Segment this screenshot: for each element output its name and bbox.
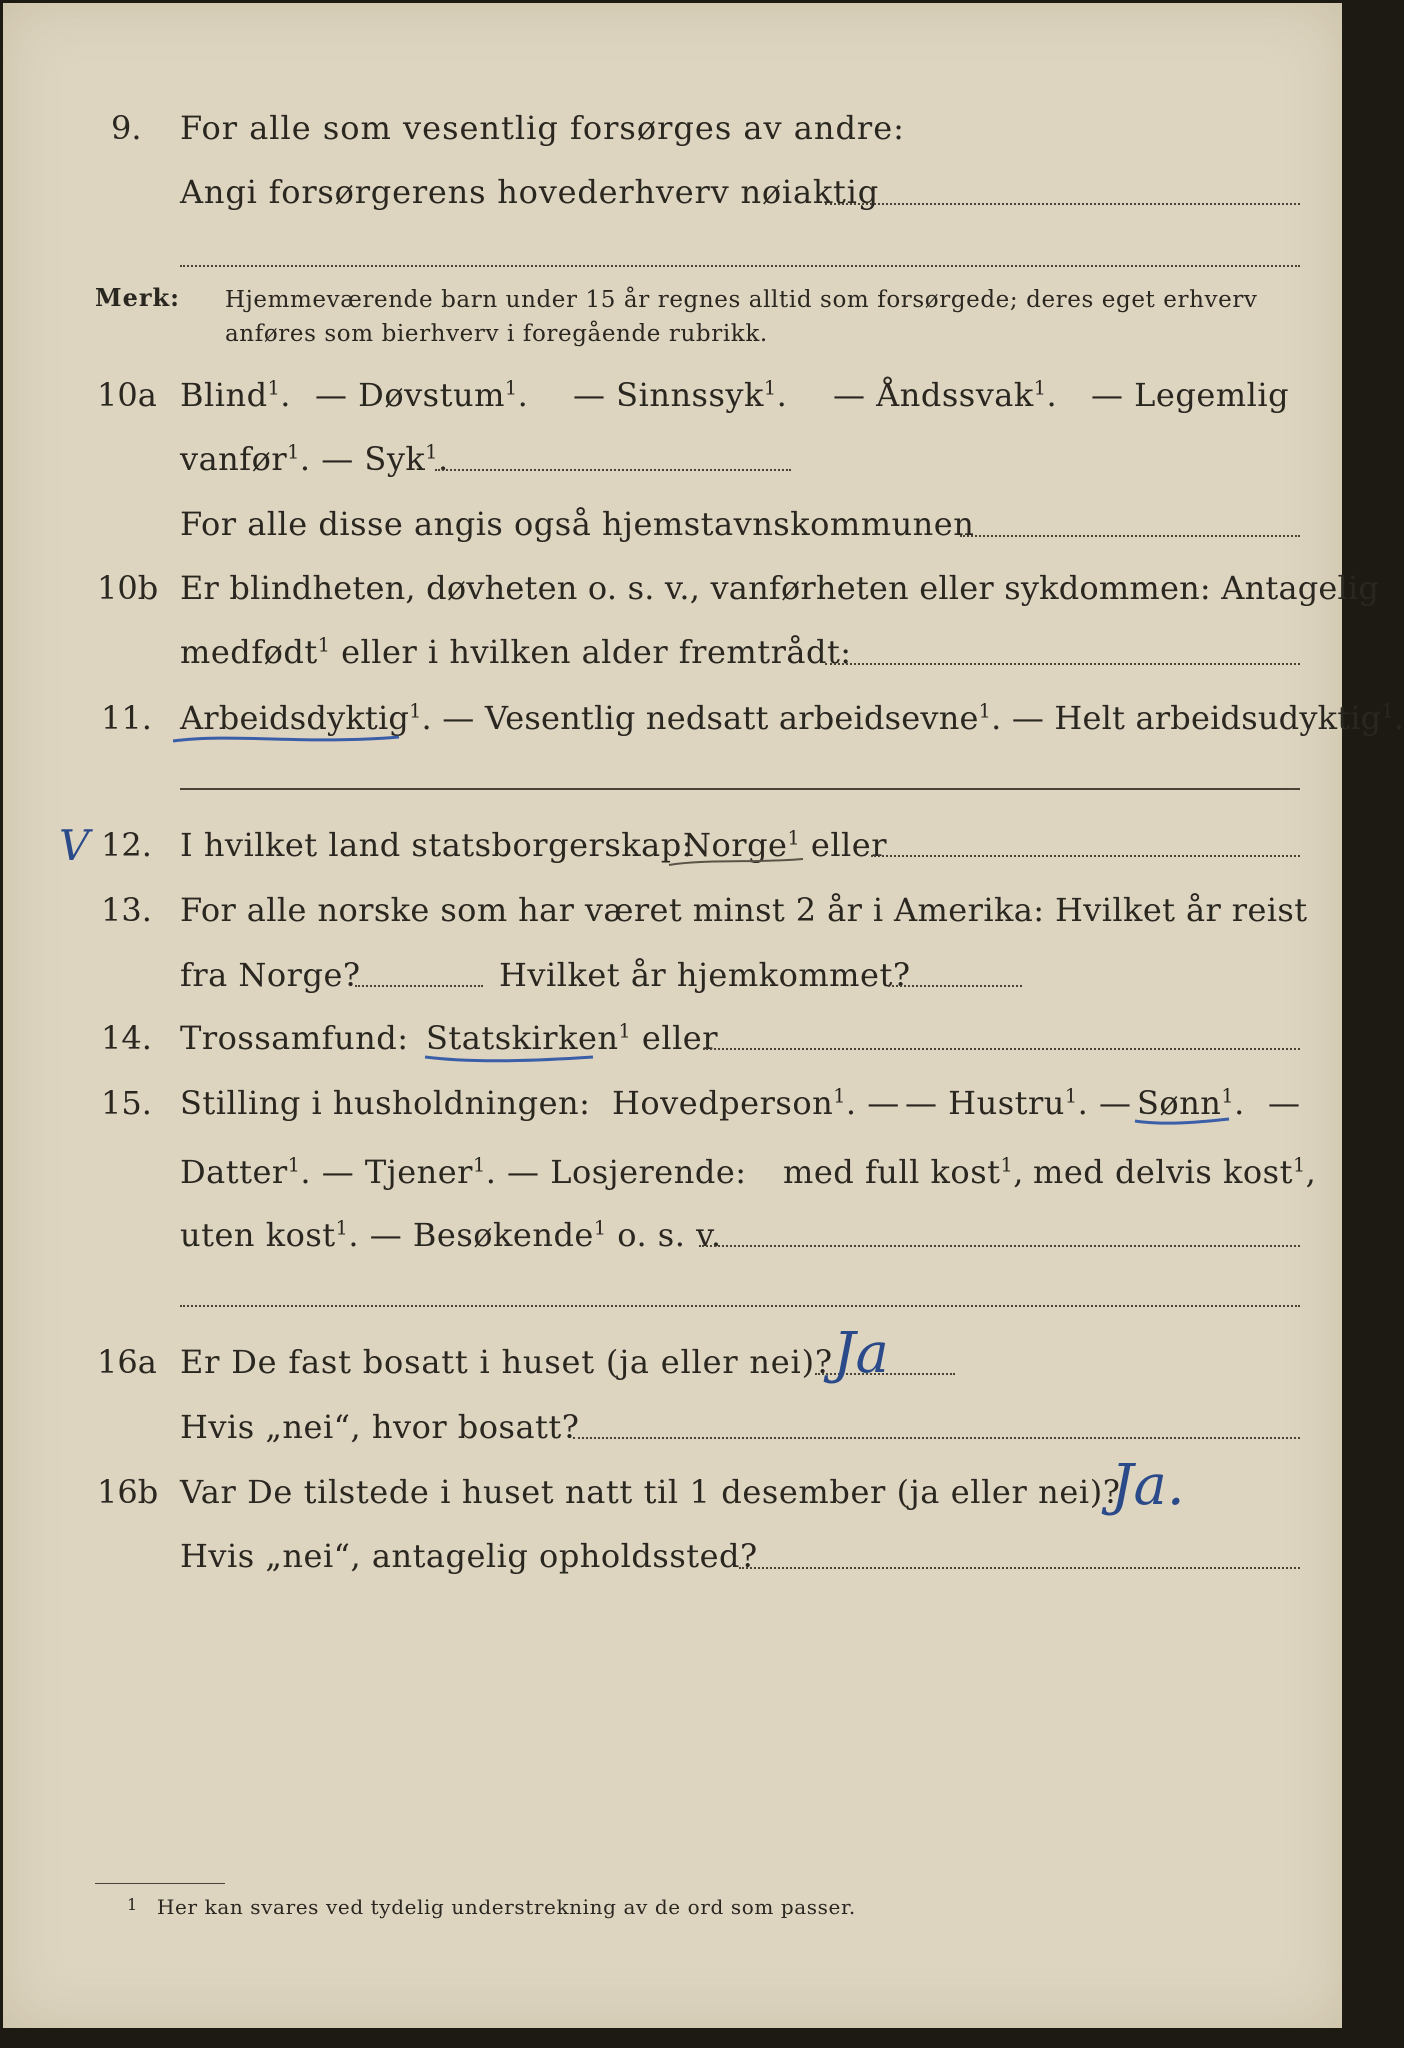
q15-label: Stilling i husholdningen: [180,1084,591,1122]
q12-number: 12. [101,826,152,864]
q10b-number: 10b [97,569,159,607]
q10a-sinnssyk: — Sinnssyk$^1$. [573,376,788,414]
q15-uten-kost: uten kost$^1$. — Besøkende$^1$ o. s. v. [180,1216,722,1254]
census-form-page [3,3,1404,2028]
footnote-rule [95,1883,225,1884]
q12-answer-line [871,855,1300,857]
q15-delvis-kost: med delvis kost$^1$, [1033,1153,1317,1191]
q16b-number: 16b [97,1473,159,1511]
q16b-handwritten-answer: Ja. [1111,1453,1185,1518]
q10a-blind: Blind$^1$. [180,376,291,414]
q15-answer-line-2 [180,1305,1300,1307]
q14-number: 14. [101,1019,152,1057]
q16b-line1: Var De tilstede i huset natt til 1 desember (ja eller nei)? [180,1473,1121,1511]
q11-handwritten-underline [171,729,401,753]
q10b-line1: Er blindheten, døvheten o. s. v., vanførheten eller sykdommen: Antagelig [180,569,1380,607]
q14-answer-line [703,1048,1300,1050]
q10b-line2: medfødt$^1$ eller i hvilken alder fremtrådt: [180,633,852,671]
q16a-line1: Er De fast bosatt i huset (ja eller nei)? [180,1343,833,1381]
q10a-andssvak: — Åndssvak$^1$. [833,376,1058,414]
q16b-line2: Hvis „nei“, antagelig opholdssted? [180,1537,758,1575]
q9-answer-line-2 [180,265,1300,267]
q10a-hjemstavn-line [960,535,1300,537]
q13-number: 13. [101,891,152,929]
q15-sonn: Sønn$^1$. [1137,1084,1245,1122]
q9-line2: Angi forsørgerens hovederhverv nøiaktig [180,173,879,211]
q10a-dovstum: — Døvstum$^1$. [315,376,529,414]
q13-reist-line [355,985,483,987]
merk-line1: Hjemmeværende barn under 15 år regnes alltid som forsørgede; deres eget erhverv [225,287,1258,313]
q14-option: Statskirken$^1$ eller [426,1019,719,1057]
q14-handwritten-underline [423,1049,595,1069]
q15-trailing-dash: — [1268,1084,1301,1122]
q13-line2b: Hvilket år hjemkommet? [499,956,911,994]
q13-line2a: fra Norge? [180,956,361,994]
q10b-answer-line [825,663,1300,665]
merk-line2: anføres som bierhverv i foregående rubrikk. [225,321,768,347]
q16a-line2: Hvis „nei“, hvor bosatt? [180,1408,580,1446]
q16a-bosatt-line [573,1437,1300,1439]
footnote-text: Her kan svares ved tydelig understrekning av de ord som passer. [157,1895,856,1919]
q10a-legemlig: — Legemlig [1091,376,1290,414]
merk-label: Merk: [95,283,180,312]
q14-text: Trossamfund: [180,1019,409,1057]
q11-answer-line [180,788,1300,790]
q9-line1: For alle som vesentlig forsørges av andre: [180,109,905,147]
q12-option: Norge$^1$ eller [683,826,888,864]
q15-answer-line [699,1245,1300,1247]
q13-hjemkommet-line [888,985,1022,987]
q11-options: Arbeidsdyktig$^1$. — Vesentlig nedsatt arbeidsevne$^1$. — Helt arbeidsudyktig$^1$. [180,699,1404,737]
q10a-number: 10a [97,376,157,414]
q15-hustru: — Hustru$^1$. — [905,1084,1132,1122]
q15-hovedperson: Hovedperson$^1$. — [612,1084,900,1122]
q9-answer-line [825,203,1300,205]
q10a-line3: For alle disse angis også hjemstavnskommunen [180,505,975,543]
q16a-number: 16a [97,1343,157,1381]
q16b-answer-line [739,1567,1300,1569]
q12-handwritten-underline [667,853,807,873]
q9-number: 9. [111,109,142,147]
q15-number: 15. [101,1084,152,1122]
q15-full-kost: med full kost$^1$, [783,1153,1024,1191]
q15-datter: Datter$^1$. — Tjener$^1$. — Losjerende: [180,1153,747,1191]
q10a-answer-line [435,469,791,471]
q10a-vanfor: vanfør$^1$. — Syk$^1$. [180,440,449,478]
q12-text: I hvilket land statsborgerskap: [180,826,693,864]
q15-handwritten-underline [1133,1113,1233,1131]
footnote-mark: 1 [127,1895,138,1914]
q13-line1: For alle norske som har været minst 2 år i Amerika: Hvilket år reist [180,891,1308,929]
q16a-handwritten-answer: Ja [833,1321,889,1386]
q11-number: 11. [101,699,152,737]
q12-margin-checkmark: V [59,821,90,870]
